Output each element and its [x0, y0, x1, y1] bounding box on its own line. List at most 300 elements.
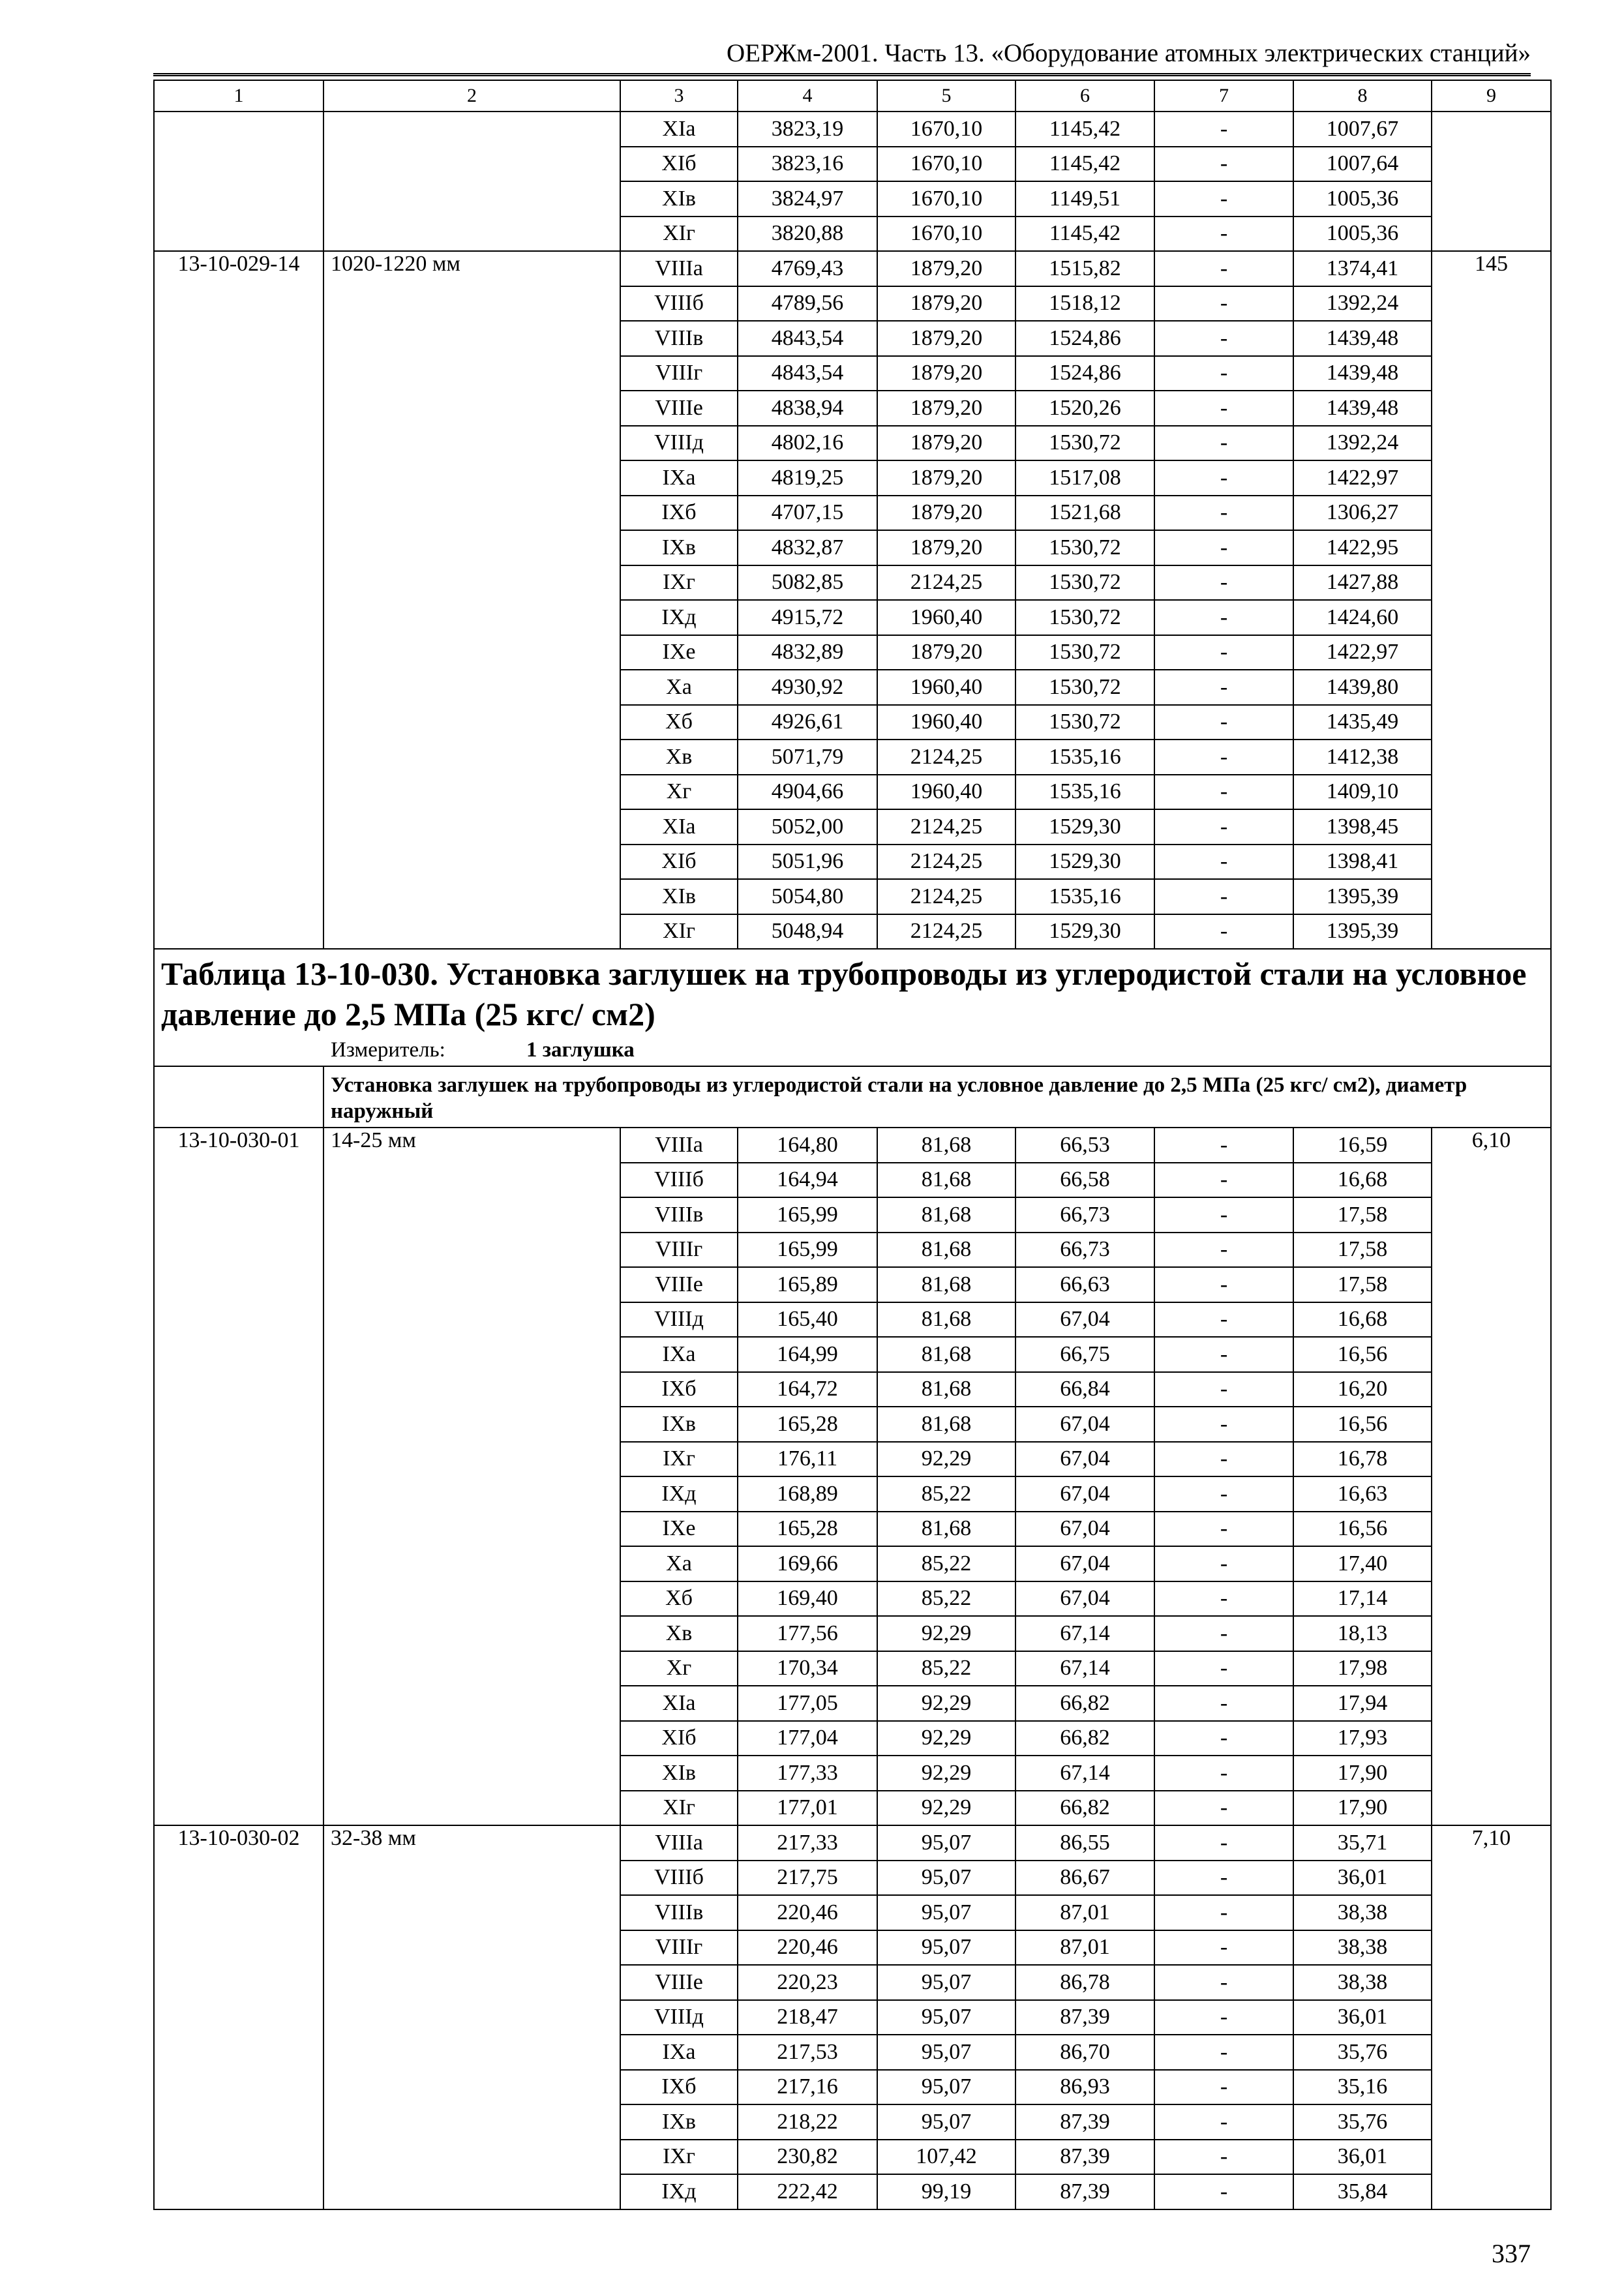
zone-cell: XIг	[620, 1791, 738, 1826]
wages-cell: 1670,10	[877, 217, 1015, 252]
machines-cell: 1145,42	[1015, 217, 1154, 252]
wages-cell: 92,29	[877, 1686, 1015, 1721]
wages-cell: 81,68	[877, 1128, 1015, 1163]
materials-cell: 35,71	[1293, 1825, 1432, 1861]
machines-cell: 1530,72	[1015, 426, 1154, 461]
zone-cell: VIIIб	[620, 1861, 738, 1896]
machines-cell: 87,39	[1015, 2000, 1154, 2035]
driver-wages-cell: -	[1154, 1407, 1293, 1442]
wages-cell: 1879,20	[877, 635, 1015, 670]
driver-wages-cell: -	[1154, 1233, 1293, 1268]
machines-cell: 1517,08	[1015, 460, 1154, 496]
machines-cell: 66,73	[1015, 1197, 1154, 1233]
materials-cell: 16,20	[1293, 1372, 1432, 1407]
zone-cell: VIIIе	[620, 1965, 738, 2000]
wages-cell: 81,68	[877, 1302, 1015, 1338]
labor-cost-cell: 6,10	[1432, 1128, 1551, 1825]
machines-cell: 1521,68	[1015, 496, 1154, 531]
zone-cell: VIIIе	[620, 1267, 738, 1302]
zone-cell: XIб	[620, 845, 738, 880]
zone-cell: XIа	[620, 809, 738, 845]
materials-cell: 1422,97	[1293, 460, 1432, 496]
wages-cell: 92,29	[877, 1791, 1015, 1826]
meter-value: 1 заглушка	[526, 1038, 635, 1062]
materials-cell: 17,58	[1293, 1267, 1432, 1302]
wages-cell: 2124,25	[877, 740, 1015, 775]
machines-cell: 1518,12	[1015, 286, 1154, 322]
wages-cell: 1960,40	[877, 705, 1015, 740]
zone-cell: IXв	[620, 1407, 738, 1442]
wages-cell: 1670,10	[877, 112, 1015, 147]
machines-cell: 1535,16	[1015, 775, 1154, 810]
machines-cell: 66,82	[1015, 1791, 1154, 1826]
driver-wages-cell: -	[1154, 1372, 1293, 1407]
driver-wages-cell: -	[1154, 1163, 1293, 1198]
zone-cell: XIб	[620, 147, 738, 182]
machines-cell: 1530,72	[1015, 565, 1154, 601]
materials-cell: 1395,39	[1293, 914, 1432, 950]
labor-cost-cell: 145	[1432, 251, 1551, 949]
wages-cell: 92,29	[877, 1616, 1015, 1651]
zone-cell: IXб	[620, 1372, 738, 1407]
wages-cell: 95,07	[877, 1965, 1015, 2000]
driver-wages-cell: -	[1154, 2104, 1293, 2140]
rate-description: 32-38 мм	[323, 1825, 620, 2209]
wages-cell: 81,68	[877, 1163, 1015, 1198]
zone-cell: VIIIг	[620, 1233, 738, 1268]
zone-cell: IXв	[620, 530, 738, 565]
total-cost-cell: 168,89	[738, 1476, 877, 1512]
driver-wages-cell: -	[1154, 740, 1293, 775]
machines-cell: 86,78	[1015, 1965, 1154, 2000]
total-cost-cell: 165,28	[738, 1512, 877, 1547]
machines-cell: 1524,86	[1015, 356, 1154, 391]
wages-cell: 1879,20	[877, 391, 1015, 426]
wages-cell: 85,22	[877, 1546, 1015, 1581]
materials-cell: 35,76	[1293, 2035, 1432, 2070]
driver-wages-cell: -	[1154, 530, 1293, 565]
machines-cell: 67,14	[1015, 1616, 1154, 1651]
total-cost-cell: 165,99	[738, 1233, 877, 1268]
wages-cell: 92,29	[877, 1756, 1015, 1791]
machines-cell: 86,93	[1015, 2070, 1154, 2105]
machines-cell: 86,55	[1015, 1825, 1154, 1861]
wages-cell: 1960,40	[877, 775, 1015, 810]
materials-cell: 16,56	[1293, 1337, 1432, 1372]
materials-cell: 36,01	[1293, 1861, 1432, 1896]
wages-cell: 81,68	[877, 1197, 1015, 1233]
materials-cell: 38,38	[1293, 1895, 1432, 1930]
machines-cell: 1529,30	[1015, 845, 1154, 880]
machines-cell: 1529,30	[1015, 914, 1154, 950]
total-cost-cell: 222,42	[738, 2174, 877, 2209]
wages-cell: 107,42	[877, 2140, 1015, 2175]
machines-cell: 87,39	[1015, 2174, 1154, 2209]
driver-wages-cell: -	[1154, 1756, 1293, 1791]
zone-cell: IXа	[620, 1337, 738, 1372]
machines-cell: 86,67	[1015, 1861, 1154, 1896]
zone-cell: Xб	[620, 1581, 738, 1617]
machines-cell: 1145,42	[1015, 112, 1154, 147]
machines-cell: 67,04	[1015, 1407, 1154, 1442]
driver-wages-cell: -	[1154, 565, 1293, 601]
wages-cell: 95,07	[877, 2000, 1015, 2035]
zone-cell: IXа	[620, 460, 738, 496]
materials-cell: 18,13	[1293, 1616, 1432, 1651]
materials-cell: 1306,27	[1293, 496, 1432, 531]
materials-cell: 1398,45	[1293, 809, 1432, 845]
zone-cell: IXб	[620, 496, 738, 531]
total-cost-cell: 5048,94	[738, 914, 877, 950]
zone-cell: IXд	[620, 2174, 738, 2209]
materials-cell: 1392,24	[1293, 426, 1432, 461]
page-number: 337	[1492, 2239, 1531, 2268]
driver-wages-cell: -	[1154, 879, 1293, 914]
wages-cell: 2124,25	[877, 879, 1015, 914]
column-number: 8	[1293, 80, 1432, 112]
materials-cell: 1007,67	[1293, 112, 1432, 147]
driver-wages-cell: -	[1154, 1337, 1293, 1372]
driver-wages-cell: -	[1154, 1686, 1293, 1721]
rate-code: 13-10-029-14	[154, 251, 323, 949]
total-cost-cell: 220,46	[738, 1895, 877, 1930]
wages-cell: 1670,10	[877, 181, 1015, 217]
zone-cell: VIIIд	[620, 1302, 738, 1338]
wages-cell: 95,07	[877, 1930, 1015, 1966]
header-rule	[153, 73, 1531, 76]
driver-wages-cell: -	[1154, 1302, 1293, 1338]
materials-cell: 17,90	[1293, 1756, 1432, 1791]
materials-cell: 1005,36	[1293, 181, 1432, 217]
column-number: 9	[1432, 80, 1551, 112]
driver-wages-cell: -	[1154, 1791, 1293, 1826]
materials-cell: 1392,24	[1293, 286, 1432, 322]
zone-cell: IXд	[620, 1476, 738, 1512]
driver-wages-cell: -	[1154, 775, 1293, 810]
total-cost-cell: 5082,85	[738, 565, 877, 601]
machines-cell: 1520,26	[1015, 391, 1154, 426]
machines-cell: 66,82	[1015, 1721, 1154, 1756]
driver-wages-cell: -	[1154, 705, 1293, 740]
machines-cell: 1530,72	[1015, 530, 1154, 565]
driver-wages-cell: -	[1154, 670, 1293, 705]
driver-wages-cell: -	[1154, 356, 1293, 391]
driver-wages-cell: -	[1154, 2000, 1293, 2035]
driver-wages-cell: -	[1154, 321, 1293, 356]
zone-cell: IXа	[620, 2035, 738, 2070]
total-cost-cell: 218,22	[738, 2104, 877, 2140]
wages-cell: 85,22	[877, 1651, 1015, 1686]
total-cost-cell: 164,72	[738, 1372, 877, 1407]
table-title-cell	[154, 949, 1551, 1066]
driver-wages-cell: -	[1154, 2140, 1293, 2175]
materials-cell: 1412,38	[1293, 740, 1432, 775]
materials-cell: 17,14	[1293, 1581, 1432, 1617]
machines-cell: 1535,16	[1015, 740, 1154, 775]
total-cost-cell: 4769,43	[738, 251, 877, 286]
materials-cell: 1439,48	[1293, 321, 1432, 356]
driver-wages-cell: -	[1154, 1546, 1293, 1581]
total-cost-cell: 4707,15	[738, 496, 877, 531]
materials-cell: 36,01	[1293, 2140, 1432, 2175]
machines-cell: 87,39	[1015, 2140, 1154, 2175]
machines-cell: 67,04	[1015, 1581, 1154, 1617]
materials-cell: 16,56	[1293, 1407, 1432, 1442]
materials-cell: 1398,41	[1293, 845, 1432, 880]
labor-cost-cell	[1432, 112, 1551, 251]
zone-cell: XIв	[620, 1756, 738, 1791]
materials-cell: 17,90	[1293, 1791, 1432, 1826]
total-cost-cell: 220,23	[738, 1965, 877, 2000]
materials-cell: 17,58	[1293, 1197, 1432, 1233]
driver-wages-cell: -	[1154, 1267, 1293, 1302]
zone-cell: Xв	[620, 740, 738, 775]
total-cost-cell: 165,99	[738, 1197, 877, 1233]
driver-wages-cell: -	[1154, 391, 1293, 426]
driver-wages-cell: -	[1154, 809, 1293, 845]
total-cost-cell: 176,11	[738, 1442, 877, 1477]
table-subtitle: Установка заглушек на трубопроводы из углеродистой стали на условное давление до 2,5 МПа (25 кгс/ см2), диаметр наружный	[323, 1066, 1551, 1128]
driver-wages-cell: -	[1154, 1861, 1293, 1896]
zone-cell: IXе	[620, 1512, 738, 1547]
machines-cell: 66,53	[1015, 1128, 1154, 1163]
table-row	[154, 1825, 1551, 1861]
driver-wages-cell: -	[1154, 1895, 1293, 1930]
driver-wages-cell: -	[1154, 1512, 1293, 1547]
wages-cell: 92,29	[877, 1442, 1015, 1477]
materials-cell: 16,63	[1293, 1476, 1432, 1512]
driver-wages-cell: -	[1154, 147, 1293, 182]
driver-wages-cell: -	[1154, 2070, 1293, 2105]
total-cost-cell: 5052,00	[738, 809, 877, 845]
zone-cell: IXг	[620, 565, 738, 601]
driver-wages-cell: -	[1154, 845, 1293, 880]
zone-cell: VIIIд	[620, 2000, 738, 2035]
wages-cell: 95,07	[877, 2070, 1015, 2105]
driver-wages-cell: -	[1154, 2174, 1293, 2209]
total-cost-cell: 5071,79	[738, 740, 877, 775]
rate-description: 14-25 мм	[323, 1128, 620, 1825]
wages-cell: 99,19	[877, 2174, 1015, 2209]
materials-cell: 35,16	[1293, 2070, 1432, 2105]
rate-code: 13-10-030-02	[154, 1825, 323, 2209]
materials-cell: 17,94	[1293, 1686, 1432, 1721]
zone-cell: XIв	[620, 181, 738, 217]
materials-cell: 38,38	[1293, 1965, 1432, 2000]
materials-cell: 1422,95	[1293, 530, 1432, 565]
total-cost-cell: 177,56	[738, 1616, 877, 1651]
driver-wages-cell: -	[1154, 1825, 1293, 1861]
wages-cell: 1879,20	[877, 426, 1015, 461]
wages-cell: 2124,25	[877, 809, 1015, 845]
total-cost-cell: 177,04	[738, 1721, 877, 1756]
driver-wages-cell: -	[1154, 1128, 1293, 1163]
driver-wages-cell: -	[1154, 181, 1293, 217]
zone-cell: XIа	[620, 1686, 738, 1721]
total-cost-cell: 164,99	[738, 1337, 877, 1372]
materials-cell: 17,58	[1293, 1233, 1432, 1268]
total-cost-cell: 164,80	[738, 1128, 877, 1163]
materials-cell: 17,93	[1293, 1721, 1432, 1756]
table-row	[154, 251, 1551, 286]
total-cost-cell: 177,33	[738, 1756, 877, 1791]
zone-cell: VIIIд	[620, 426, 738, 461]
table-row	[154, 1128, 1551, 1163]
zone-cell: IXг	[620, 2140, 738, 2175]
rate-code	[154, 112, 323, 251]
machines-cell: 1145,42	[1015, 147, 1154, 182]
materials-cell: 35,76	[1293, 2104, 1432, 2140]
column-number: 6	[1015, 80, 1154, 112]
machines-cell: 1515,82	[1015, 251, 1154, 286]
zone-cell: XIб	[620, 1721, 738, 1756]
zone-cell: Xа	[620, 1546, 738, 1581]
table-row	[154, 112, 1551, 147]
total-cost-cell: 230,82	[738, 2140, 877, 2175]
zone-cell: Xг	[620, 775, 738, 810]
machines-cell: 66,75	[1015, 1337, 1154, 1372]
materials-cell: 17,98	[1293, 1651, 1432, 1686]
machines-cell: 66,84	[1015, 1372, 1154, 1407]
total-cost-cell: 4904,66	[738, 775, 877, 810]
machines-cell: 67,04	[1015, 1476, 1154, 1512]
rate-description	[323, 112, 620, 251]
wages-cell: 1960,40	[877, 670, 1015, 705]
driver-wages-cell: -	[1154, 496, 1293, 531]
column-number-row	[154, 80, 1551, 112]
total-cost-cell: 169,66	[738, 1546, 877, 1581]
materials-cell: 1005,36	[1293, 217, 1432, 252]
materials-cell: 1427,88	[1293, 565, 1432, 601]
materials-cell: 16,78	[1293, 1442, 1432, 1477]
total-cost-cell: 217,33	[738, 1825, 877, 1861]
table-title-row	[154, 949, 1551, 1066]
total-cost-cell: 217,53	[738, 2035, 877, 2070]
total-cost-cell: 164,94	[738, 1163, 877, 1198]
wages-cell: 81,68	[877, 1407, 1015, 1442]
meter-label: Измеритель:	[331, 1038, 445, 1062]
machines-cell: 66,58	[1015, 1163, 1154, 1198]
driver-wages-cell: -	[1154, 1721, 1293, 1756]
driver-wages-cell: -	[1154, 1965, 1293, 2000]
total-cost-cell: 218,47	[738, 2000, 877, 2035]
driver-wages-cell: -	[1154, 1651, 1293, 1686]
wages-cell: 2124,25	[877, 914, 1015, 950]
machines-cell: 66,82	[1015, 1686, 1154, 1721]
column-number: 7	[1154, 80, 1293, 112]
driver-wages-cell: -	[1154, 1581, 1293, 1617]
total-cost-cell: 177,01	[738, 1791, 877, 1826]
materials-cell: 35,84	[1293, 2174, 1432, 2209]
total-cost-cell: 4915,72	[738, 600, 877, 635]
wages-cell: 81,68	[877, 1512, 1015, 1547]
total-cost-cell: 5054,80	[738, 879, 877, 914]
driver-wages-cell: -	[1154, 1197, 1293, 1233]
zone-cell: XIа	[620, 112, 738, 147]
driver-wages-cell: -	[1154, 217, 1293, 252]
materials-cell: 1439,48	[1293, 356, 1432, 391]
wages-cell: 1879,20	[877, 530, 1015, 565]
wages-cell: 95,07	[877, 2104, 1015, 2140]
zone-cell: VIIIв	[620, 321, 738, 356]
zone-cell: Xг	[620, 1651, 738, 1686]
zone-cell: IXд	[620, 600, 738, 635]
total-cost-cell: 165,28	[738, 1407, 877, 1442]
driver-wages-cell: -	[1154, 426, 1293, 461]
machines-cell: 87,01	[1015, 1895, 1154, 1930]
driver-wages-cell: -	[1154, 1442, 1293, 1477]
machines-cell: 1530,72	[1015, 600, 1154, 635]
total-cost-cell: 165,89	[738, 1267, 877, 1302]
materials-cell: 1439,80	[1293, 670, 1432, 705]
machines-cell: 1535,16	[1015, 879, 1154, 914]
wages-cell: 1879,20	[877, 251, 1015, 286]
column-number: 1	[154, 80, 323, 112]
total-cost-cell: 177,05	[738, 1686, 877, 1721]
zone-cell: VIIIв	[620, 1895, 738, 1930]
wages-cell: 81,68	[877, 1233, 1015, 1268]
materials-cell: 1007,64	[1293, 147, 1432, 182]
wages-cell: 85,22	[877, 1581, 1015, 1617]
driver-wages-cell: -	[1154, 2035, 1293, 2070]
meter-line	[331, 1037, 1544, 1063]
total-cost-cell: 4838,94	[738, 391, 877, 426]
driver-wages-cell: -	[1154, 460, 1293, 496]
labor-cost-cell: 7,10	[1432, 1825, 1551, 2209]
subtitle-blank-cell	[154, 1066, 323, 1128]
machines-cell: 1529,30	[1015, 809, 1154, 845]
zone-cell: VIIIг	[620, 1930, 738, 1966]
zone-cell: VIIIа	[620, 251, 738, 286]
total-cost-cell: 4832,89	[738, 635, 877, 670]
zone-cell: VIIIб	[620, 286, 738, 322]
total-cost-cell: 4930,92	[738, 670, 877, 705]
zone-cell: VIIIб	[620, 1163, 738, 1198]
zone-cell: Xв	[620, 1616, 738, 1651]
machines-cell: 87,39	[1015, 2104, 1154, 2140]
total-cost-cell: 220,46	[738, 1930, 877, 1966]
total-cost-cell: 4832,87	[738, 530, 877, 565]
wages-cell: 92,29	[877, 1721, 1015, 1756]
zone-cell: VIIIв	[620, 1197, 738, 1233]
total-cost-cell: 4789,56	[738, 286, 877, 322]
machines-cell: 86,70	[1015, 2035, 1154, 2070]
wages-cell: 95,07	[877, 2035, 1015, 2070]
total-cost-cell: 170,34	[738, 1651, 877, 1686]
running-header: ОЕРЖм-2001. Часть 13. «Оборудование атомных электрических станций»	[727, 39, 1531, 67]
total-cost-cell: 3820,88	[738, 217, 877, 252]
zone-cell: VIIIе	[620, 391, 738, 426]
wages-cell: 1879,20	[877, 496, 1015, 531]
materials-cell: 1424,60	[1293, 600, 1432, 635]
materials-cell: 16,56	[1293, 1512, 1432, 1547]
total-cost-cell: 217,16	[738, 2070, 877, 2105]
driver-wages-cell: -	[1154, 1616, 1293, 1651]
zone-cell: IXе	[620, 635, 738, 670]
column-number: 2	[323, 80, 620, 112]
total-cost-cell: 165,40	[738, 1302, 877, 1338]
total-cost-cell: 4843,54	[738, 321, 877, 356]
driver-wages-cell: -	[1154, 914, 1293, 950]
total-cost-cell: 5051,96	[738, 845, 877, 880]
total-cost-cell: 3823,16	[738, 147, 877, 182]
materials-cell: 1422,97	[1293, 635, 1432, 670]
rate-description: 1020-1220 мм	[323, 251, 620, 949]
driver-wages-cell: -	[1154, 1476, 1293, 1512]
driver-wages-cell: -	[1154, 251, 1293, 286]
wages-cell: 81,68	[877, 1267, 1015, 1302]
materials-cell: 16,59	[1293, 1128, 1432, 1163]
